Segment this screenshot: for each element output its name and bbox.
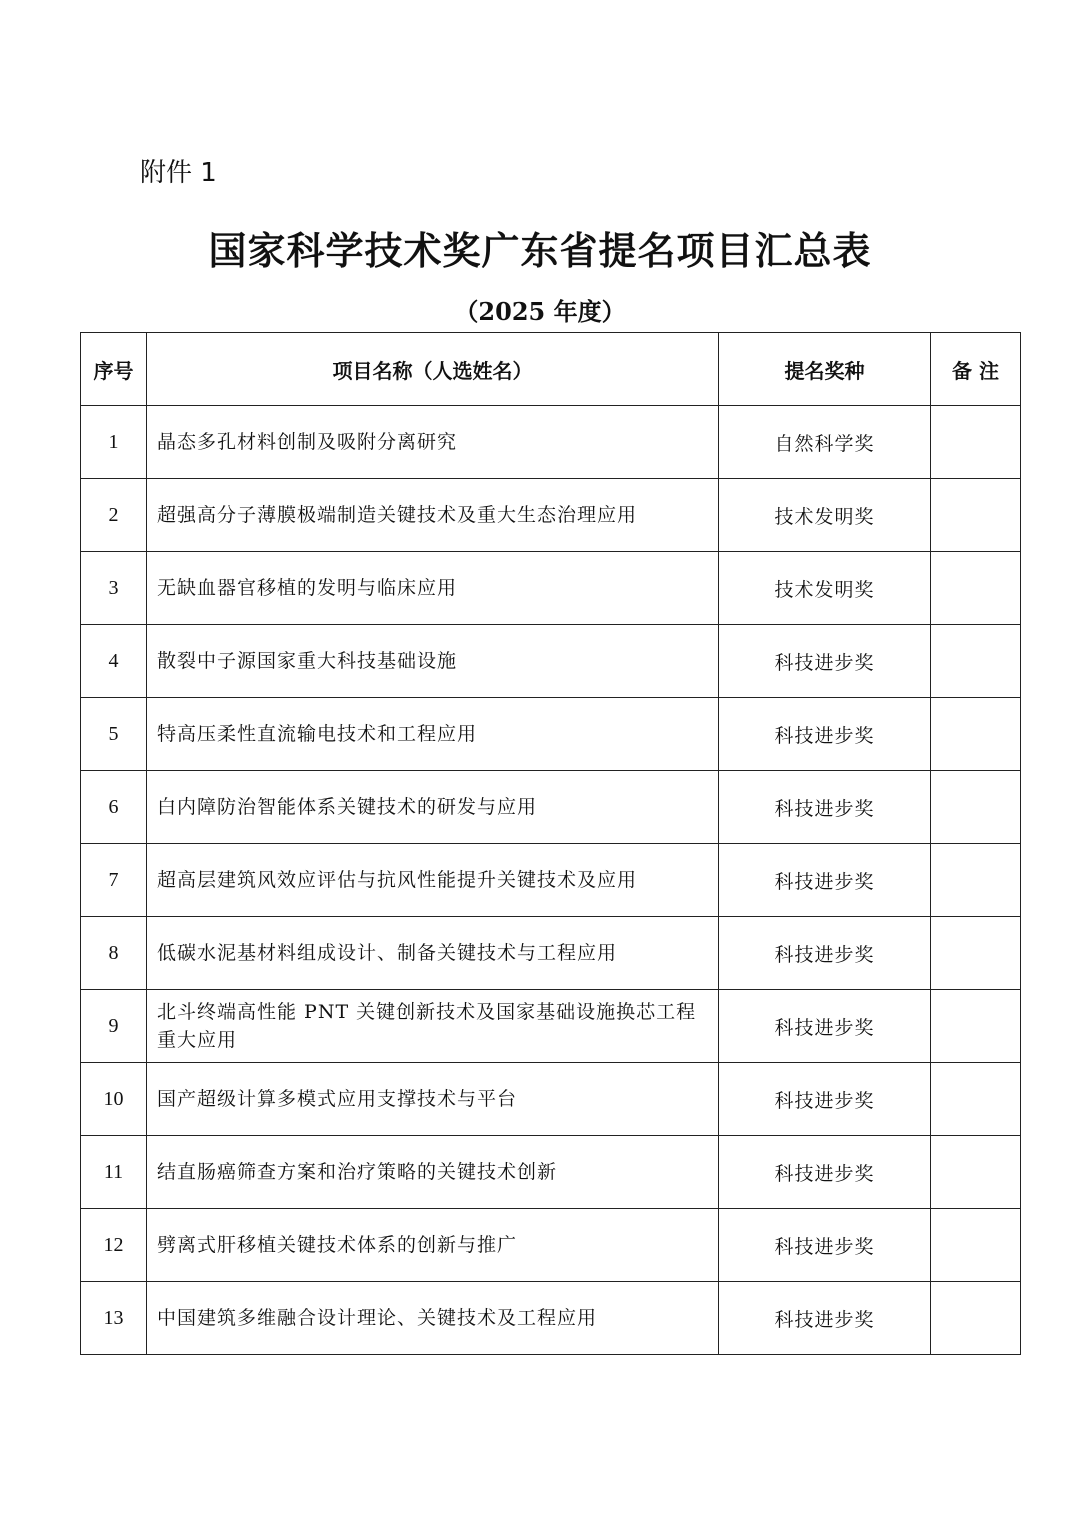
row-number: 6 (81, 771, 147, 844)
award-type: 科技进步奖 (719, 844, 931, 917)
award-type: 科技进步奖 (719, 917, 931, 990)
row-number: 13 (81, 1282, 147, 1355)
table-row (81, 917, 1021, 990)
table-row (81, 1282, 1021, 1355)
page-subtitle: （2025 年度） (454, 297, 626, 326)
project-name: 晶态多孔材料创制及吸附分离研究 (147, 406, 719, 479)
row-number: 4 (81, 625, 147, 698)
row-number: 3 (81, 552, 147, 625)
project-name: 北斗终端高性能 PNT 关键创新技术及国家基础设施换芯工程重大应用 (147, 990, 719, 1063)
note-cell (931, 625, 1021, 698)
project-name: 国产超级计算多模式应用支撑技术与平台 (147, 1063, 719, 1136)
note-cell (931, 990, 1021, 1063)
project-name: 白内障防治智能体系关键技术的研发与应用 (147, 771, 719, 844)
row-number: 7 (81, 844, 147, 917)
note-cell (931, 406, 1021, 479)
note-cell (931, 1282, 1021, 1355)
header-no: 序号 (81, 333, 147, 406)
nomination-table (80, 332, 1021, 1355)
table-header-row (81, 333, 1021, 406)
row-number: 10 (81, 1063, 147, 1136)
note-cell (931, 552, 1021, 625)
award-type: 科技进步奖 (719, 1209, 931, 1282)
note-cell (931, 1209, 1021, 1282)
note-cell (931, 917, 1021, 990)
award-type: 科技进步奖 (719, 771, 931, 844)
row-number: 8 (81, 917, 147, 990)
award-type: 自然科学奖 (719, 406, 931, 479)
note-cell (931, 479, 1021, 552)
row-number: 12 (81, 1209, 147, 1282)
project-name: 结直肠癌筛查方案和治疗策略的关键技术创新 (147, 1136, 719, 1209)
project-name: 特高压柔性直流输电技术和工程应用 (147, 698, 719, 771)
table-row (81, 625, 1021, 698)
attachment-label: 附件 1 (140, 158, 217, 188)
table-row (81, 1063, 1021, 1136)
table-row (81, 552, 1021, 625)
row-number: 2 (81, 479, 147, 552)
header-project-name: 项目名称（人选姓名） (147, 333, 719, 406)
award-type: 科技进步奖 (719, 990, 931, 1063)
note-cell (931, 698, 1021, 771)
project-name: 中国建筑多维融合设计理论、关键技术及工程应用 (147, 1282, 719, 1355)
note-cell (931, 1136, 1021, 1209)
award-type: 科技进步奖 (719, 1282, 931, 1355)
award-type: 技术发明奖 (719, 479, 931, 552)
row-number: 11 (81, 1136, 147, 1209)
project-name: 散裂中子源国家重大科技基础设施 (147, 625, 719, 698)
project-name: 超强高分子薄膜极端制造关键技术及重大生态治理应用 (147, 479, 719, 552)
award-type: 科技进步奖 (719, 625, 931, 698)
table-row (81, 990, 1021, 1063)
award-type: 科技进步奖 (719, 698, 931, 771)
table-row (81, 479, 1021, 552)
award-type: 科技进步奖 (719, 1063, 931, 1136)
page-title: 国家科学技术奖广东省提名项目汇总表 (208, 229, 872, 273)
table-row (81, 1136, 1021, 1209)
row-number: 9 (81, 990, 147, 1063)
table-row (81, 844, 1021, 917)
note-cell (931, 771, 1021, 844)
award-type: 科技进步奖 (719, 1136, 931, 1209)
project-name: 劈离式肝移植关键技术体系的创新与推广 (147, 1209, 719, 1282)
award-type: 技术发明奖 (719, 552, 931, 625)
table-row (81, 771, 1021, 844)
row-number: 1 (81, 406, 147, 479)
table-row (81, 698, 1021, 771)
note-cell (931, 1063, 1021, 1136)
table-row (81, 406, 1021, 479)
header-note: 备 注 (931, 333, 1021, 406)
project-name: 超高层建筑风效应评估与抗风性能提升关键技术及应用 (147, 844, 719, 917)
table-row (81, 1209, 1021, 1282)
row-number: 5 (81, 698, 147, 771)
project-name: 无缺血器官移植的发明与临床应用 (147, 552, 719, 625)
project-name: 低碳水泥基材料组成设计、制备关键技术与工程应用 (147, 917, 719, 990)
header-award-type: 提名奖种 (719, 333, 931, 406)
note-cell (931, 844, 1021, 917)
